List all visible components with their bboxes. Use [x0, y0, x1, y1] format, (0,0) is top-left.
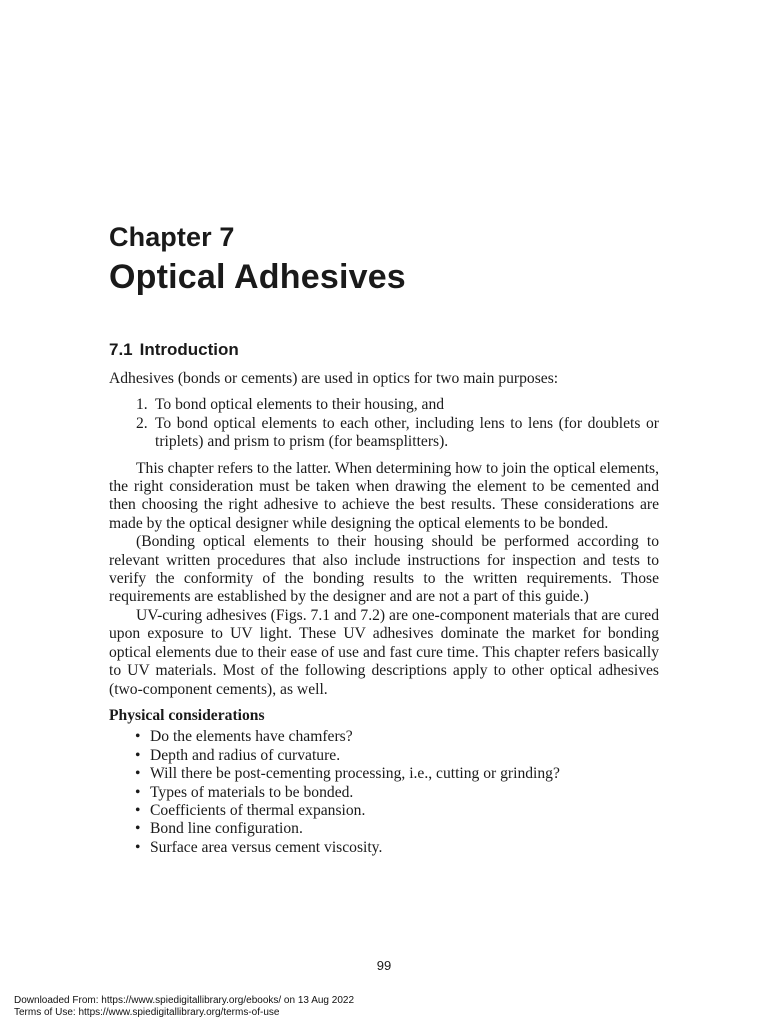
download-notice: Downloaded From: https://www.spiedigitallibrary.org/ebooks/ on 13 Aug 2022: [14, 995, 355, 1006]
chapter-label: Chapter 7: [109, 222, 235, 252]
intro-paragraph: Adhesives (bonds or cements) are used in optics for two main purposes:: [109, 370, 559, 387]
chapter-title: Optical Adhesives: [109, 258, 406, 296]
list-item-text: Surface area versus cement viscosity.: [150, 838, 383, 856]
terms-of-use-notice: Terms of Use: https://www.spiedigitallibrary.org/terms-of-use: [14, 1006, 280, 1018]
list-item: [135, 839, 659, 857]
list-item-text: Types of materials to be bonded.: [150, 783, 354, 801]
list-item-text: To bond optical elements to each other, including lens to lens (for doublets or triplets) and prism to prism (for beamsplitters).: [155, 414, 659, 451]
list-item-text: Bond line configuration.: [150, 820, 303, 838]
list-item-text: Depth and radius of curvature.: [150, 746, 341, 764]
bullet-icon: •: [135, 801, 141, 819]
bullet-icon: •: [135, 820, 141, 838]
list-item-text: To bond optical elements to their housing, and: [155, 396, 445, 414]
paragraph: This chapter refers to the latter. When determining how to join the optical elements, the right consideration must be taken when drawing the element to be cemented and then choosing the right adhesive to achieve the best results. These considerations are made by the optical designer while designing the optical elements to be bonded.: [109, 459, 659, 532]
list-item: [135, 784, 659, 802]
list-item: [135, 765, 659, 783]
body-text: [109, 370, 659, 857]
section-number: 7.1: [109, 340, 133, 359]
list-item-text: Coefficients of thermal expansion.: [150, 801, 366, 819]
list-item: [136, 396, 659, 414]
download-footer: [14, 995, 354, 1018]
section-heading: [109, 340, 239, 360]
section-title: Introduction: [139, 340, 239, 359]
page-number: 99: [376, 958, 392, 973]
list-item-text: Do the elements have chamfers?: [150, 728, 353, 746]
purposes-list: [109, 396, 659, 451]
list-marker: 2.: [136, 414, 148, 432]
bullet-icon: •: [135, 746, 141, 764]
list-item: [135, 820, 659, 838]
list-item: [136, 415, 659, 452]
bullet-icon: •: [135, 838, 141, 856]
paragraph: UV-curing adhesives (Figs. 7.1 and 7.2) are one-component materials that are cured upon exposure to UV light. These UV adhesives dominate the market for bonding optical elements due to their ease of use and fast cure time. This chapter refers basically to UV materials. Most of the following descriptions apply to other optical adhesives (two-component cements), as well.: [109, 606, 659, 698]
physical-considerations-list: [109, 728, 659, 857]
list-item: [135, 802, 659, 820]
list-item: [135, 747, 659, 765]
bullet-icon: •: [135, 728, 141, 746]
bullet-icon: •: [135, 783, 141, 801]
paragraph: (Bonding optical elements to their housing should be performed according to relevant written procedures that also include instructions for inspection and tests to verify the conformity of the bonding results to the written requirements. Those requirements are established by the designer and are not a part of this guide.): [109, 533, 659, 606]
list-item: [135, 728, 659, 746]
physical-considerations-heading: Physical considerations: [109, 706, 265, 724]
list-item-text: Will there be post-cementing processing, i.e., cutting or grinding?: [150, 765, 560, 783]
list-marker: 1.: [136, 396, 148, 414]
bullet-icon: •: [135, 765, 141, 783]
